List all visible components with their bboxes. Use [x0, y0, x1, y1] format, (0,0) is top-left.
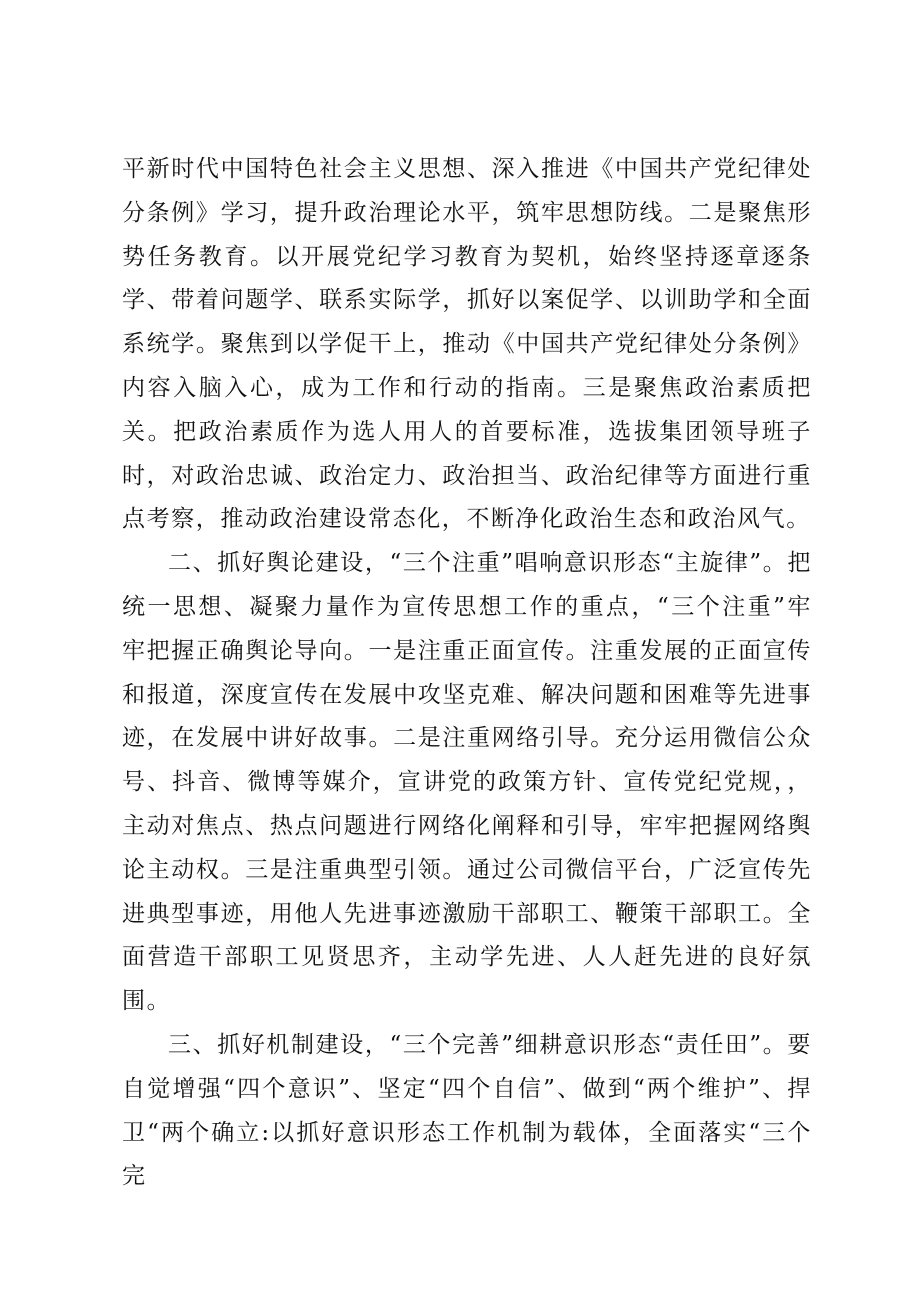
paragraph-continued: 平新时代中国特色社会主义思想、深入推进《中国共产党纪律处分条例》学习，提升政治理论水平，筑牢思想防线。二是聚焦形势任务教育。以开展党纪学习教育为契机，始终坚持逐章逐条学、带着问题学、联系实际学，抓好以案促学、以训助学和全面系统学。聚焦到以学促干上，推动《中国共产党纪律处分条例》内容入脑入心，成为工作和行动的指南。三是聚焦政治素质把关。把政治素质作为选人用人的首要标准，选拔集团领导班子时，对政治忠诚、政治定力、政治担当、政治纪律等方面进行重点考察，推动政治建设常态化，不断净化政治生态和政治风气。 — [122, 156, 812, 533]
paragraph-public-opinion: 二、抓好舆论建设，“三个注重”唱响意识形态“主旋律”。把统一思想、凝聚力量作为宣传思想工作的重点，“三个注重”牢牢把握正确舆论导向。一是注重正面宣传。注重发展的正面宣传和报道，深度宣传在发展中攻坚克难、解决问题和困难等先进事迹，在发展中讲好故事。二是注重网络引导。充分运用微信公众号、抖音、微博等媒介，宣讲党的政策方针、宣传党纪党规，，主动对焦点、热点问题进行网络化阐释和引导，牢牢把握网络舆论主动权。三是注重典型引领。通过公司微信平台，广泛宣传先进典型事迹，用他人先进事迹激励干部职工、鞭策干部职工。全面营造干部职工见贤思齐，主动学先进、人人赶先进的良好氛围。 — [122, 550, 812, 1015]
document-body — [122, 148, 812, 1199]
paragraph-mechanism: 三、抓好机制建设，“三个完善”细耕意识形态“责任田”。要自觉增强“四个意识”、坚定“四个自信”、做到“两个维护”、捍卫“两个确立:以抓好意识形态工作机制为载体，全面落实“三个完 — [122, 1031, 812, 1190]
